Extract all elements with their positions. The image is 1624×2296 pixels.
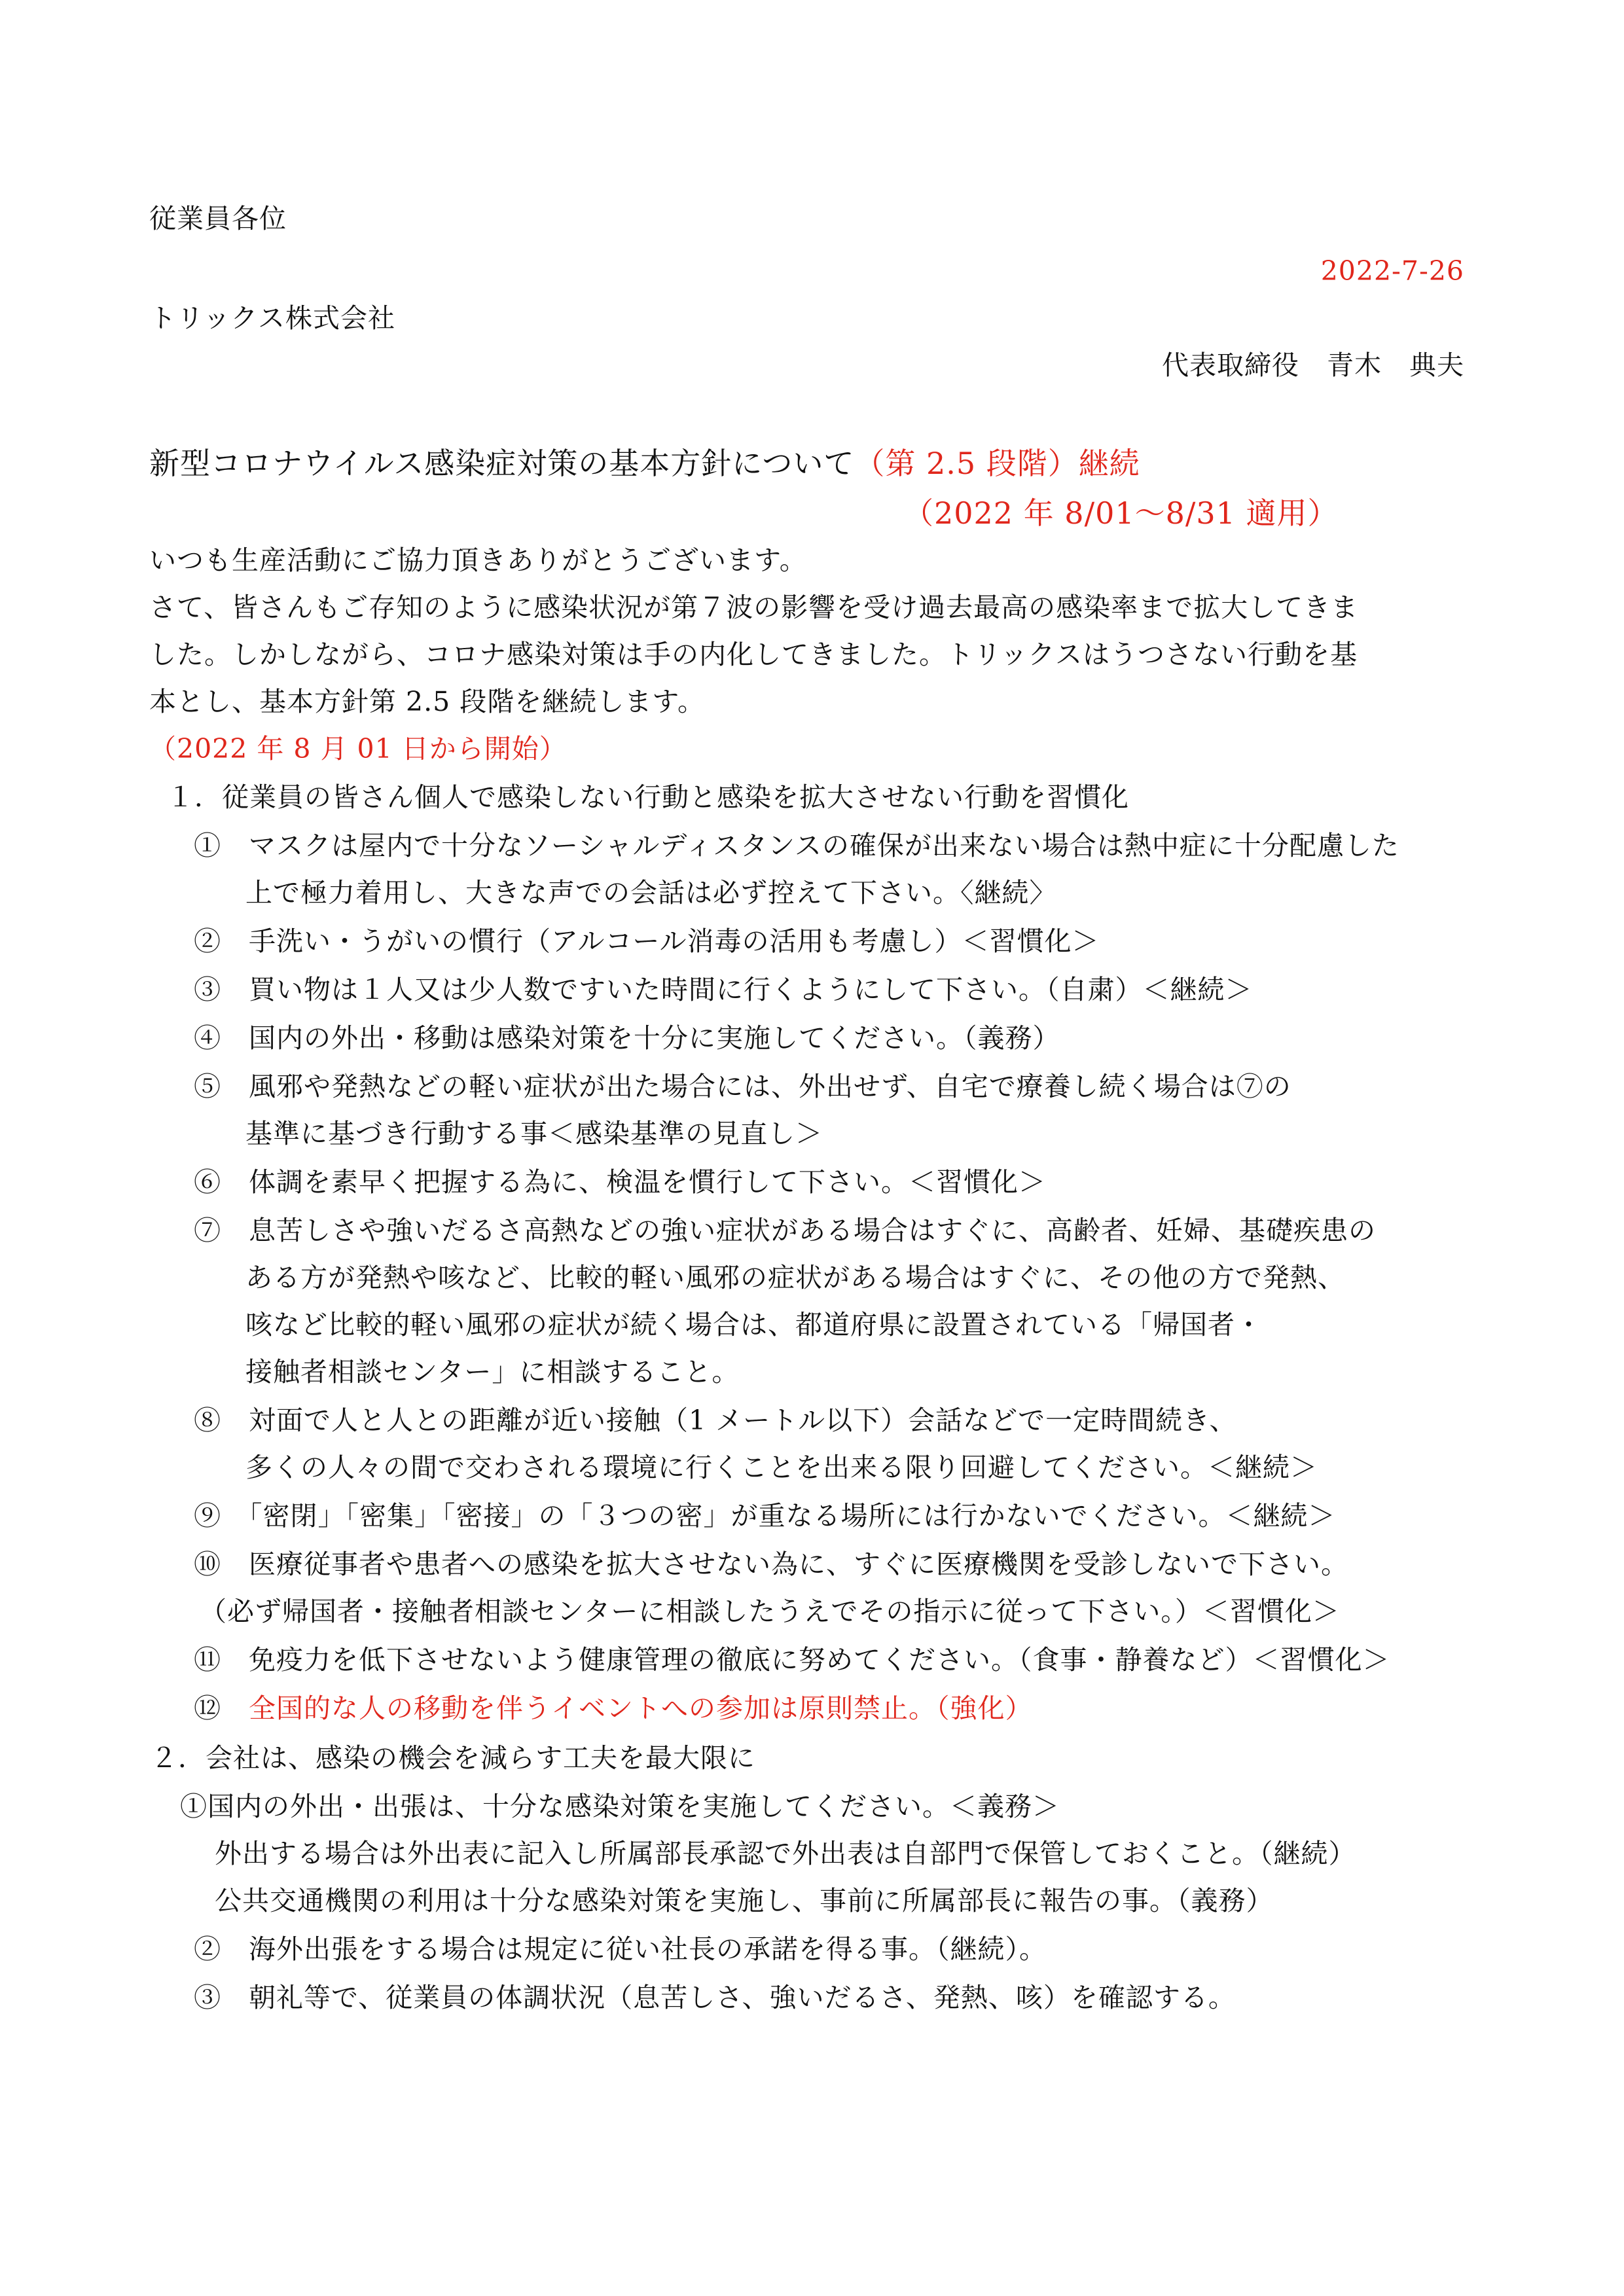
title-stage: （第 2.5 段階）継続 (854, 446, 1140, 481)
addressee: 従業員各位 (149, 203, 287, 234)
section1-item2: ② 手洗い・うがいの慣行（アルコール消毒の活用も考慮し）＜習慣化＞ (194, 925, 1100, 957)
title-period: （2022 年 8/01～8/31 適用） (903, 495, 1339, 531)
section1-item5-line1: ⑤ 風邪や発熱などの軽い症状が出た場合には、外出せず、自宅で療養し続く場合は⑦の (194, 1071, 1291, 1102)
section1-item7-line3: 咳など比較的軽い風邪の症状が続く場合は、都道府県に設置されている「帰国者・ (245, 1309, 1263, 1340)
intro-line-1: いつも生産活動にご協力頂きありがとうございます。 (149, 545, 807, 576)
section1-item9: ⑨ 「密閉」「密集」「密接」の「３つの密」が重なる場所には行かないでください。＜継続＞ (194, 1500, 1336, 1532)
section1-item8-line2: 多くの人々の間で交わされる環境に行くことを出来る限り回避してください。＜継続＞ (245, 1452, 1318, 1483)
signatory: 代表取締役 青木 典夫 (1162, 350, 1464, 381)
section1-item4: ④ 国内の外出・移動は感染対策を十分に実施してください。（義務） (194, 1022, 1060, 1054)
section2-heading: ２．会社は、感染の機会を減らす工夫を最大限に (151, 1742, 755, 1774)
page-title (149, 442, 1140, 484)
section1-item6: ⑥ 体調を素早く把握する為に、検温を慣行して下さい。＜習慣化＞ (194, 1166, 1046, 1198)
section2-item1-line2: 外出する場合は外出表に記入し所属部長承認で外出表は自部門で保管しておくこと。（継続） (215, 1838, 1356, 1869)
section1-item11: ⑪ 免疫力を低下させないよう健康管理の徹底に努めてください。（食事・静養など）＜習慣化＞ (194, 1644, 1390, 1676)
section1-item7-line1: ⑦ 息苦しさや強いだるさ高熱などの強い症状がある場合はすぐに、高齢者、妊婦、基礎疾患の (194, 1215, 1376, 1246)
section1-item7-line4: 接触者相談センター」に相談すること。 (245, 1356, 740, 1388)
intro-line-3: した。しかしながら、コロナ感染対策は手の内化してきました。トリックスはうつさない行動を基 (149, 639, 1358, 670)
section1-item10-line1: ⑩ 医療従事者や患者への感染を拡大させない為に、すぐに医療機関を受診しないで下さい。 (194, 1549, 1348, 1580)
document-date: 2022-7-26 (1320, 255, 1464, 287)
section2-item1-line3: 公共交通機関の利用は十分な感染対策を実施し、事前に所属部長に報告の事。（義務） (215, 1885, 1274, 1916)
title-main: 新型コロナウイルス感染症対策の基本方針について (149, 446, 855, 481)
section1-item3: ③ 買い物は１人又は少人数ですいた時間に行くようにして下さい。（自粛）＜継続＞ (194, 974, 1253, 1005)
section1-item8-line1: ⑧ 対面で人と人との距離が近い接触（1 メートル以下）会話などで一定時間続き、 (194, 1405, 1237, 1436)
section1-heading: １．従業員の皆さん個人で感染しない行動と感染を拡大させない行動を習慣化 (167, 781, 1129, 813)
section1-item12 (194, 1690, 1033, 1727)
section1-item1-line1: ① マスクは屋内で十分なソーシャルディスタンスの確保が出来ない場合は熱中症に十分配慮した (194, 830, 1399, 861)
intro-line-4: 本とし、基本方針第 2.5 段階を継続します。 (149, 686, 705, 717)
company-name: トリックス株式会社 (149, 302, 395, 334)
section1-item10-line2: （必ず帰国者・接触者相談センターに相談したうえでその指示に従って下さい。）＜習慣化＞ (200, 1596, 1340, 1627)
section2-item2: ② 海外出張をする場合は規定に従い社長の承諾を得る事。（継続）。 (194, 1933, 1047, 1965)
intro-line-2: さて、皆さんもご存知のように感染状況が第７波の影響を受け過去最高の感染率まで拡大してきま (149, 592, 1359, 623)
start-date-note: （2022 年 8 月 01 日から開始） (149, 733, 567, 764)
section1-item1-line2: 上で極力着用し、大きな声での会話は必ず控えて下さい。〈継続〉 (245, 877, 1057, 908)
section1-item5-line2: 基準に基づき行動する事＜感染基準の見直し＞ (245, 1118, 823, 1149)
section2-item3: ③ 朝礼等で、従業員の体調状況（息苦しさ、強いだるさ、発熱、咳）を確認する。 (194, 1982, 1236, 2013)
section1-item7-line2: ある方が発熱や咳など、比較的軽い風邪の症状がある場合はすぐに、その他の方で発熱、 (245, 1262, 1345, 1293)
section1-item12-number: ⑫ (194, 1693, 221, 1724)
section2-item1-line1: ①国内の外出・出張は、十分な感染対策を実施してください。＜義務＞ (180, 1791, 1060, 1822)
section1-item12-text: 全国的な人の移動を伴うイベントへの参加は原則禁止。（強化） (249, 1693, 1033, 1724)
